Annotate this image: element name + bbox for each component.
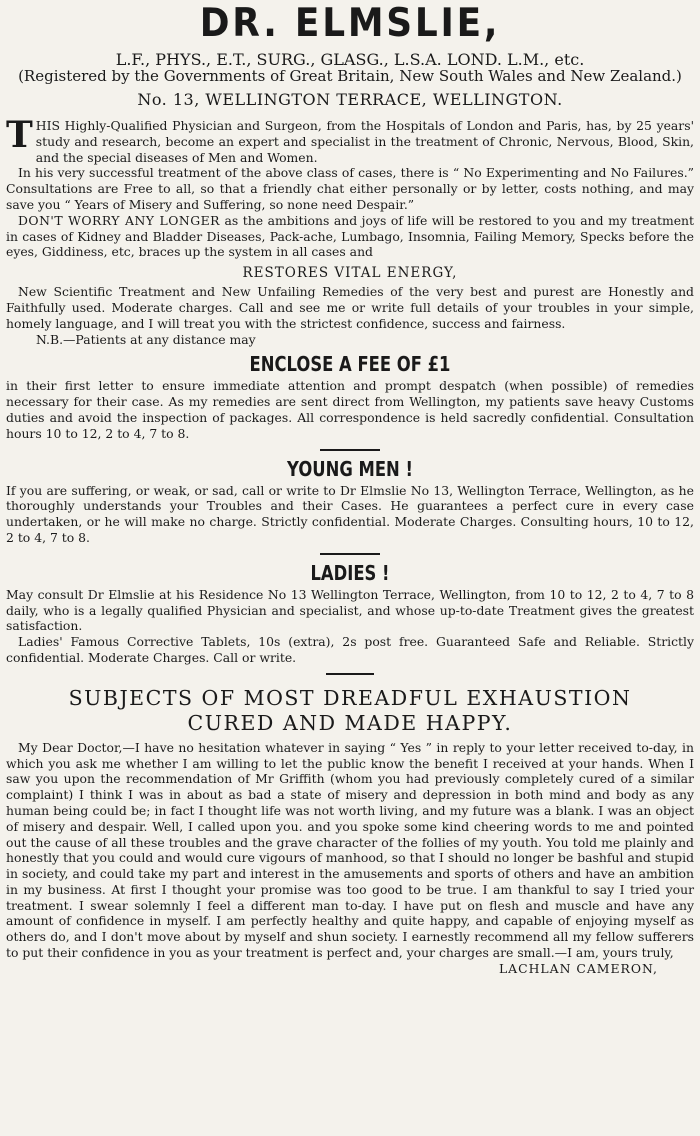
treatment-paragraph: New Scientific Treatment and New Unfailing Remedies of the very best and purest are Honestly and Faithfully used. Moderate charges. Call and see me or write full details of your troubles in your simple, homely language, and I will treat you with the strictest confidence, success and fairness. — [6, 284, 694, 331]
intro-text: HIS Highly-Qualified Physician and Surgeon, from the Hospitals of London and Paris, has, by 25 years' study and research, become an expert and specialist in the treatment of Chronic, Nervous, Blood, Skin, and the special diseases of Men and Women. — [35, 118, 694, 165]
dont-worry-text: as the ambitions and joys of life will be restored to you and my treatment in cases of Kidney and Bladder Diseases, Pack-ache, Lumbago, Insomnia, Failing Memory, Specks before the eyes, Giddiness, etc, braces up the system in all cases and — [6, 212, 694, 260]
testimonial-letter: My Dear Doctor,—I have no hesitation whatever in saying “ Yes ” in reply to your letter received to-day, in which you ask me whether I am willing to let the public know the benefit I received at your hands. When I saw you upon the recommendation of Mr Griffith (whom you had previously completely cured of a similar complaint) I think I was in about as bad a state of misery and depression in both mind and body as any human being could be; in fact I thought life was not worth living, and my future was a blank. I was an object of misery and despair. Well, I called upon you. and you spoke some kind cheering words to me and pointed out the cause of all these troubles and the grave character of the follies of my youth. You told me plainly and honestly that you could and would cure vigours of manhood, so that I should no longer be bashful and stupid in society, and could take my part and interest in the amusements and sports of others and have an ambition in my business. At first I thought your promise was too good to be true. I am thankful to say I tried your treatment. I swear solemnly I feel a different man to-day. I have put on flesh and muscle and have any amount of confidence in myself. I am perfectly healthy and quite happy, and capable of enjoying myself as others do, and I don't move about by myself and shun society. I earnestly recommend all my fellow sufferers to put their confidence in you as your treatment is perfect and, your charges are small.—I am, yours truly, — [6, 739, 694, 961]
divider — [320, 553, 380, 555]
dont-worry-paragraph — [6, 213, 694, 260]
ladies-paragraph: May consult Dr Elmslie at his Residence No 13 Wellington Terrace, Wellington, from 10 to 12, 2 to 4, 7 to 8 daily, who is a legally qualified Physician and specialist, and whose up-to-date Treatment gives the greatest satisfaction. — [6, 586, 694, 634]
fee-heading: ENCLOSE A FEE OF £1 — [249, 352, 451, 377]
fee-paragraph: in their first letter to ensure immediate attention and prompt despatch (when possible) of remedies necessary for their case. As my remedies are sent direct from Wellington, my patients save heavy Customs duties and avoid the inspection of packages. All correspondence is held sacredly confidential. Consultation hours 10 to 12, 2 to 4, 7 to 8. — [6, 378, 694, 441]
intro-paragraph — [6, 114, 694, 165]
registration-note: (Registered by the Governments of Great Britain, New South Wales and New Zealand.) — [18, 67, 682, 85]
ladies-tablets-paragraph: Ladies' Famous Corrective Tablets, 10s (extra), 2s post free. Guaranteed Safe and Reliable. Strictly confidential. Moderate Charges. Call or write. — [6, 634, 694, 665]
no-failures-paragraph: In his very successful treatment of the above class of cases, there is “ No Experimenting and No Failures.” Consultations are Free to all, so that a friendly chat either personally or by letter, costs nothing, and may save you “ Years of Misery and Suffering, so none need Despair.” — [6, 165, 694, 212]
address: No. 13, WELLINGTON TERRACE, WELLINGTON. — [137, 90, 563, 109]
page-title: DR. ELMSLIE, — [199, 1, 501, 46]
credentials: L.F., PHYS., E.T., SURG., GLASG., L.S.A. LOND. L.M., etc. — [115, 50, 585, 69]
restores-vital-energy: RESTORES VITAL ENERGY, — [242, 265, 458, 282]
testimonial-signature: LACHLAN CAMERON, — [498, 960, 658, 976]
ladies-heading: LADIES ! — [310, 560, 390, 585]
young-men-heading: YOUNG MEN ! — [287, 456, 413, 481]
drop-cap: T — [6, 114, 33, 156]
testimonial-subtitle: CURED AND MADE HAPPY. — [187, 710, 513, 735]
divider — [320, 449, 380, 451]
testimonial-title: SUBJECTS OF MOST DREADFUL EXHAUSTION — [68, 685, 632, 710]
nb-note: N.B.—Patients at any distance may — [36, 331, 256, 347]
dont-worry-lead: DON'T WORRY ANY LONGER — [18, 212, 220, 228]
young-men-paragraph: If you are suffering, or weak, or sad, call or write to Dr Elmslie No 13, Wellington Terrace, Wellington, as he thoroughly understands your Troubles and their Cases. He guarantees a perfect cure in every case undertaken, or he will make no charge. Strictly confidential. Moderate Charges. Consulting hours, 10 to 12, 2 to 4, 7 to 8. — [6, 482, 694, 545]
divider — [326, 673, 374, 675]
